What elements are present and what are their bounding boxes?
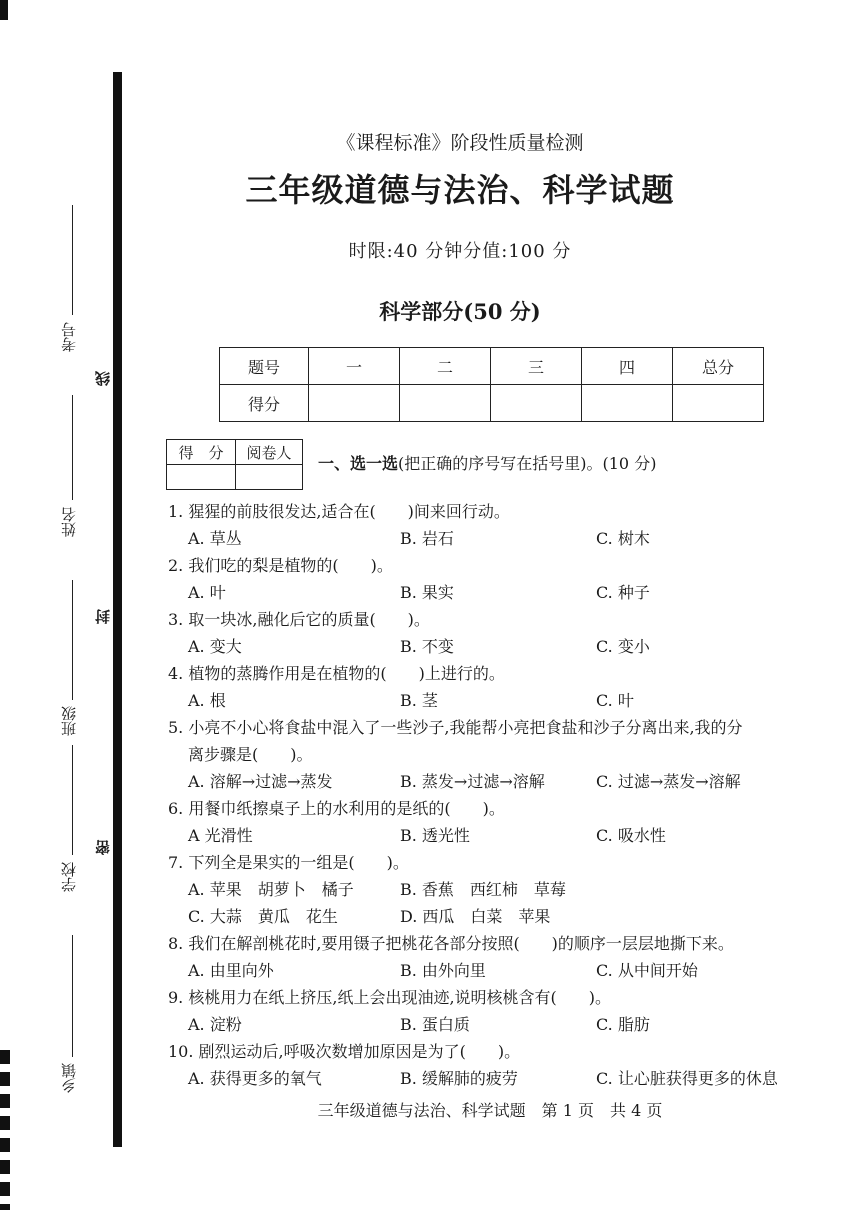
- class-label: 班级: [60, 706, 78, 736]
- school-line: [72, 745, 73, 855]
- score-cell: 总分: [673, 348, 764, 385]
- part1-heading: [318, 451, 656, 474]
- scan-corner-mark: [0, 0, 8, 20]
- question-options: [168, 633, 848, 660]
- score-table-score-row: [220, 385, 764, 422]
- option-b: B. 不变: [400, 637, 454, 656]
- option-a: A. 溶解→过滤→蒸发: [188, 772, 333, 791]
- grader-name-blank[interactable]: [236, 465, 303, 490]
- exam-subtitle: 《课程标准》阶段性质量检测: [336, 132, 584, 154]
- question-stem-continued: 离步骤是( )。: [188, 745, 313, 764]
- option-c: C. 脂肪: [596, 1015, 650, 1034]
- score-blank[interactable]: [673, 385, 764, 422]
- score-blank[interactable]: [491, 385, 582, 422]
- cut-mark-seal: 封: [94, 609, 112, 624]
- option-b: B. 缓解肺的疲劳: [400, 1069, 518, 1088]
- option-b: B. 由外向里: [400, 961, 486, 980]
- option-a: A. 草丛: [188, 529, 242, 548]
- option-c: C. 吸水性: [596, 826, 666, 845]
- option-b: B. 果实: [400, 583, 454, 602]
- option-c: C. 变小: [596, 637, 650, 656]
- question-options: [168, 822, 848, 849]
- option-a: A. 叶: [188, 583, 226, 602]
- option-c: C. 种子: [596, 583, 650, 602]
- question-stem: 7. 下列全是果实的一组是( )。: [168, 853, 409, 872]
- option-b: B. 透光性: [400, 826, 470, 845]
- option-a: A. 获得更多的氧气: [188, 1069, 322, 1088]
- option-c: C. 叶: [596, 691, 634, 710]
- grader-name-label: 阅卷人: [236, 440, 303, 465]
- option-c: C. 过滤→蒸发→溶解: [596, 772, 741, 791]
- score-cell: 三: [491, 348, 582, 385]
- score-blank[interactable]: [309, 385, 400, 422]
- page-footer: 三年级道德与法治、科学试题 第 1 页 共 4 页: [317, 1101, 663, 1120]
- score-blank[interactable]: [582, 385, 673, 422]
- option-b: B. 岩石: [400, 529, 454, 548]
- class-line: [72, 580, 73, 700]
- score-cell: 题号: [220, 348, 309, 385]
- option-b: B. 蛋白质: [400, 1015, 470, 1034]
- option-a: A. 由里向外: [188, 961, 274, 980]
- school-label: 学校: [60, 862, 78, 892]
- option-c: C. 让心脏获得更多的休息: [596, 1069, 778, 1088]
- score-table-header-row: [220, 348, 764, 385]
- option-a: A. 苹果 胡萝卜 橘子: [188, 880, 354, 899]
- option-c: C. 树木: [596, 529, 650, 548]
- question-stem: 1. 猩猩的前肢很发达,适合在( )间来回行动。: [168, 502, 510, 521]
- part1-instruction: (把正确的序号写在括号里)。(10 分): [398, 454, 657, 473]
- binding-bar: [113, 72, 122, 1147]
- name-label: 姓名: [60, 507, 78, 537]
- name-line: [72, 395, 73, 500]
- exam-no-label: 考号: [60, 322, 78, 352]
- question-options: [168, 1011, 848, 1038]
- town-line: [72, 935, 73, 1057]
- part1-title: 一、选一选: [318, 454, 399, 473]
- score-blank[interactable]: [400, 385, 491, 422]
- option-c: C. 从中间开始: [596, 961, 698, 980]
- question-list: [168, 498, 848, 1092]
- question-stem: 9. 核桃用力在纸上挤压,纸上会出现油迹,说明核桃含有( )。: [168, 988, 612, 1007]
- option-a: A 光滑性: [188, 826, 253, 845]
- question-stem: 10. 剧烈运动后,呼吸次数增加原因是为了( )。: [168, 1042, 521, 1061]
- question-stem: 3. 取一块冰,融化后它的质量( )。: [168, 610, 430, 629]
- question-stem: 4. 植物的蒸腾作用是在植物的( )上进行的。: [168, 664, 505, 683]
- option-a: A. 根: [188, 691, 226, 710]
- question-options: [168, 1065, 848, 1092]
- question-options: [168, 579, 848, 606]
- score-row-label: 得分: [220, 385, 309, 422]
- question-options: [168, 768, 848, 795]
- score-table: [219, 347, 764, 422]
- grader-box: [166, 439, 303, 490]
- option-c: C. 大蒜 黄瓜 花生: [188, 907, 338, 926]
- score-cell: 二: [400, 348, 491, 385]
- question-options: [168, 876, 848, 903]
- score-cell: 四: [582, 348, 673, 385]
- option-b: B. 茎: [400, 691, 438, 710]
- grader-score-label: 得 分: [167, 440, 236, 465]
- question-options: [168, 957, 848, 984]
- grader-score-blank[interactable]: [167, 465, 236, 490]
- option-b: B. 蒸发→过滤→溶解: [400, 772, 545, 791]
- question-options: [168, 525, 848, 552]
- time-limit: 时限:40 分钟分值:100 分: [348, 241, 572, 262]
- cut-mark-line: 线: [94, 371, 112, 386]
- option-a: A. 淀粉: [188, 1015, 242, 1034]
- exam-title: 三年级道德与法治、科学试题: [245, 171, 675, 209]
- option-b: B. 香蕉 西红柿 草莓: [400, 880, 566, 899]
- option-d: D. 西瓜 白菜 苹果: [400, 907, 551, 926]
- cut-mark-secret: 密: [94, 840, 112, 855]
- question-stem: 6. 用餐巾纸擦桌子上的水利用的是纸的( )。: [168, 799, 505, 818]
- section-title: 科学部分(50 分): [379, 299, 541, 324]
- town-label: 乡镇: [60, 1063, 78, 1093]
- question-stem: 2. 我们吃的梨是植物的( )。: [168, 556, 393, 575]
- question-options: [168, 903, 848, 930]
- question-stem: 5. 小亮不小心将食盐中混入了一些沙子,我能帮小亮把食盐和沙子分离出来,我的分: [168, 718, 743, 737]
- score-cell: 一: [309, 348, 400, 385]
- question-stem: 8. 我们在解剖桃花时,要用镊子把桃花各部分按照( )的顺序一层层地撕下来。: [168, 934, 734, 953]
- option-a: A. 变大: [188, 637, 242, 656]
- question-options: [168, 687, 848, 714]
- scan-edge-artifact: [0, 1050, 10, 1210]
